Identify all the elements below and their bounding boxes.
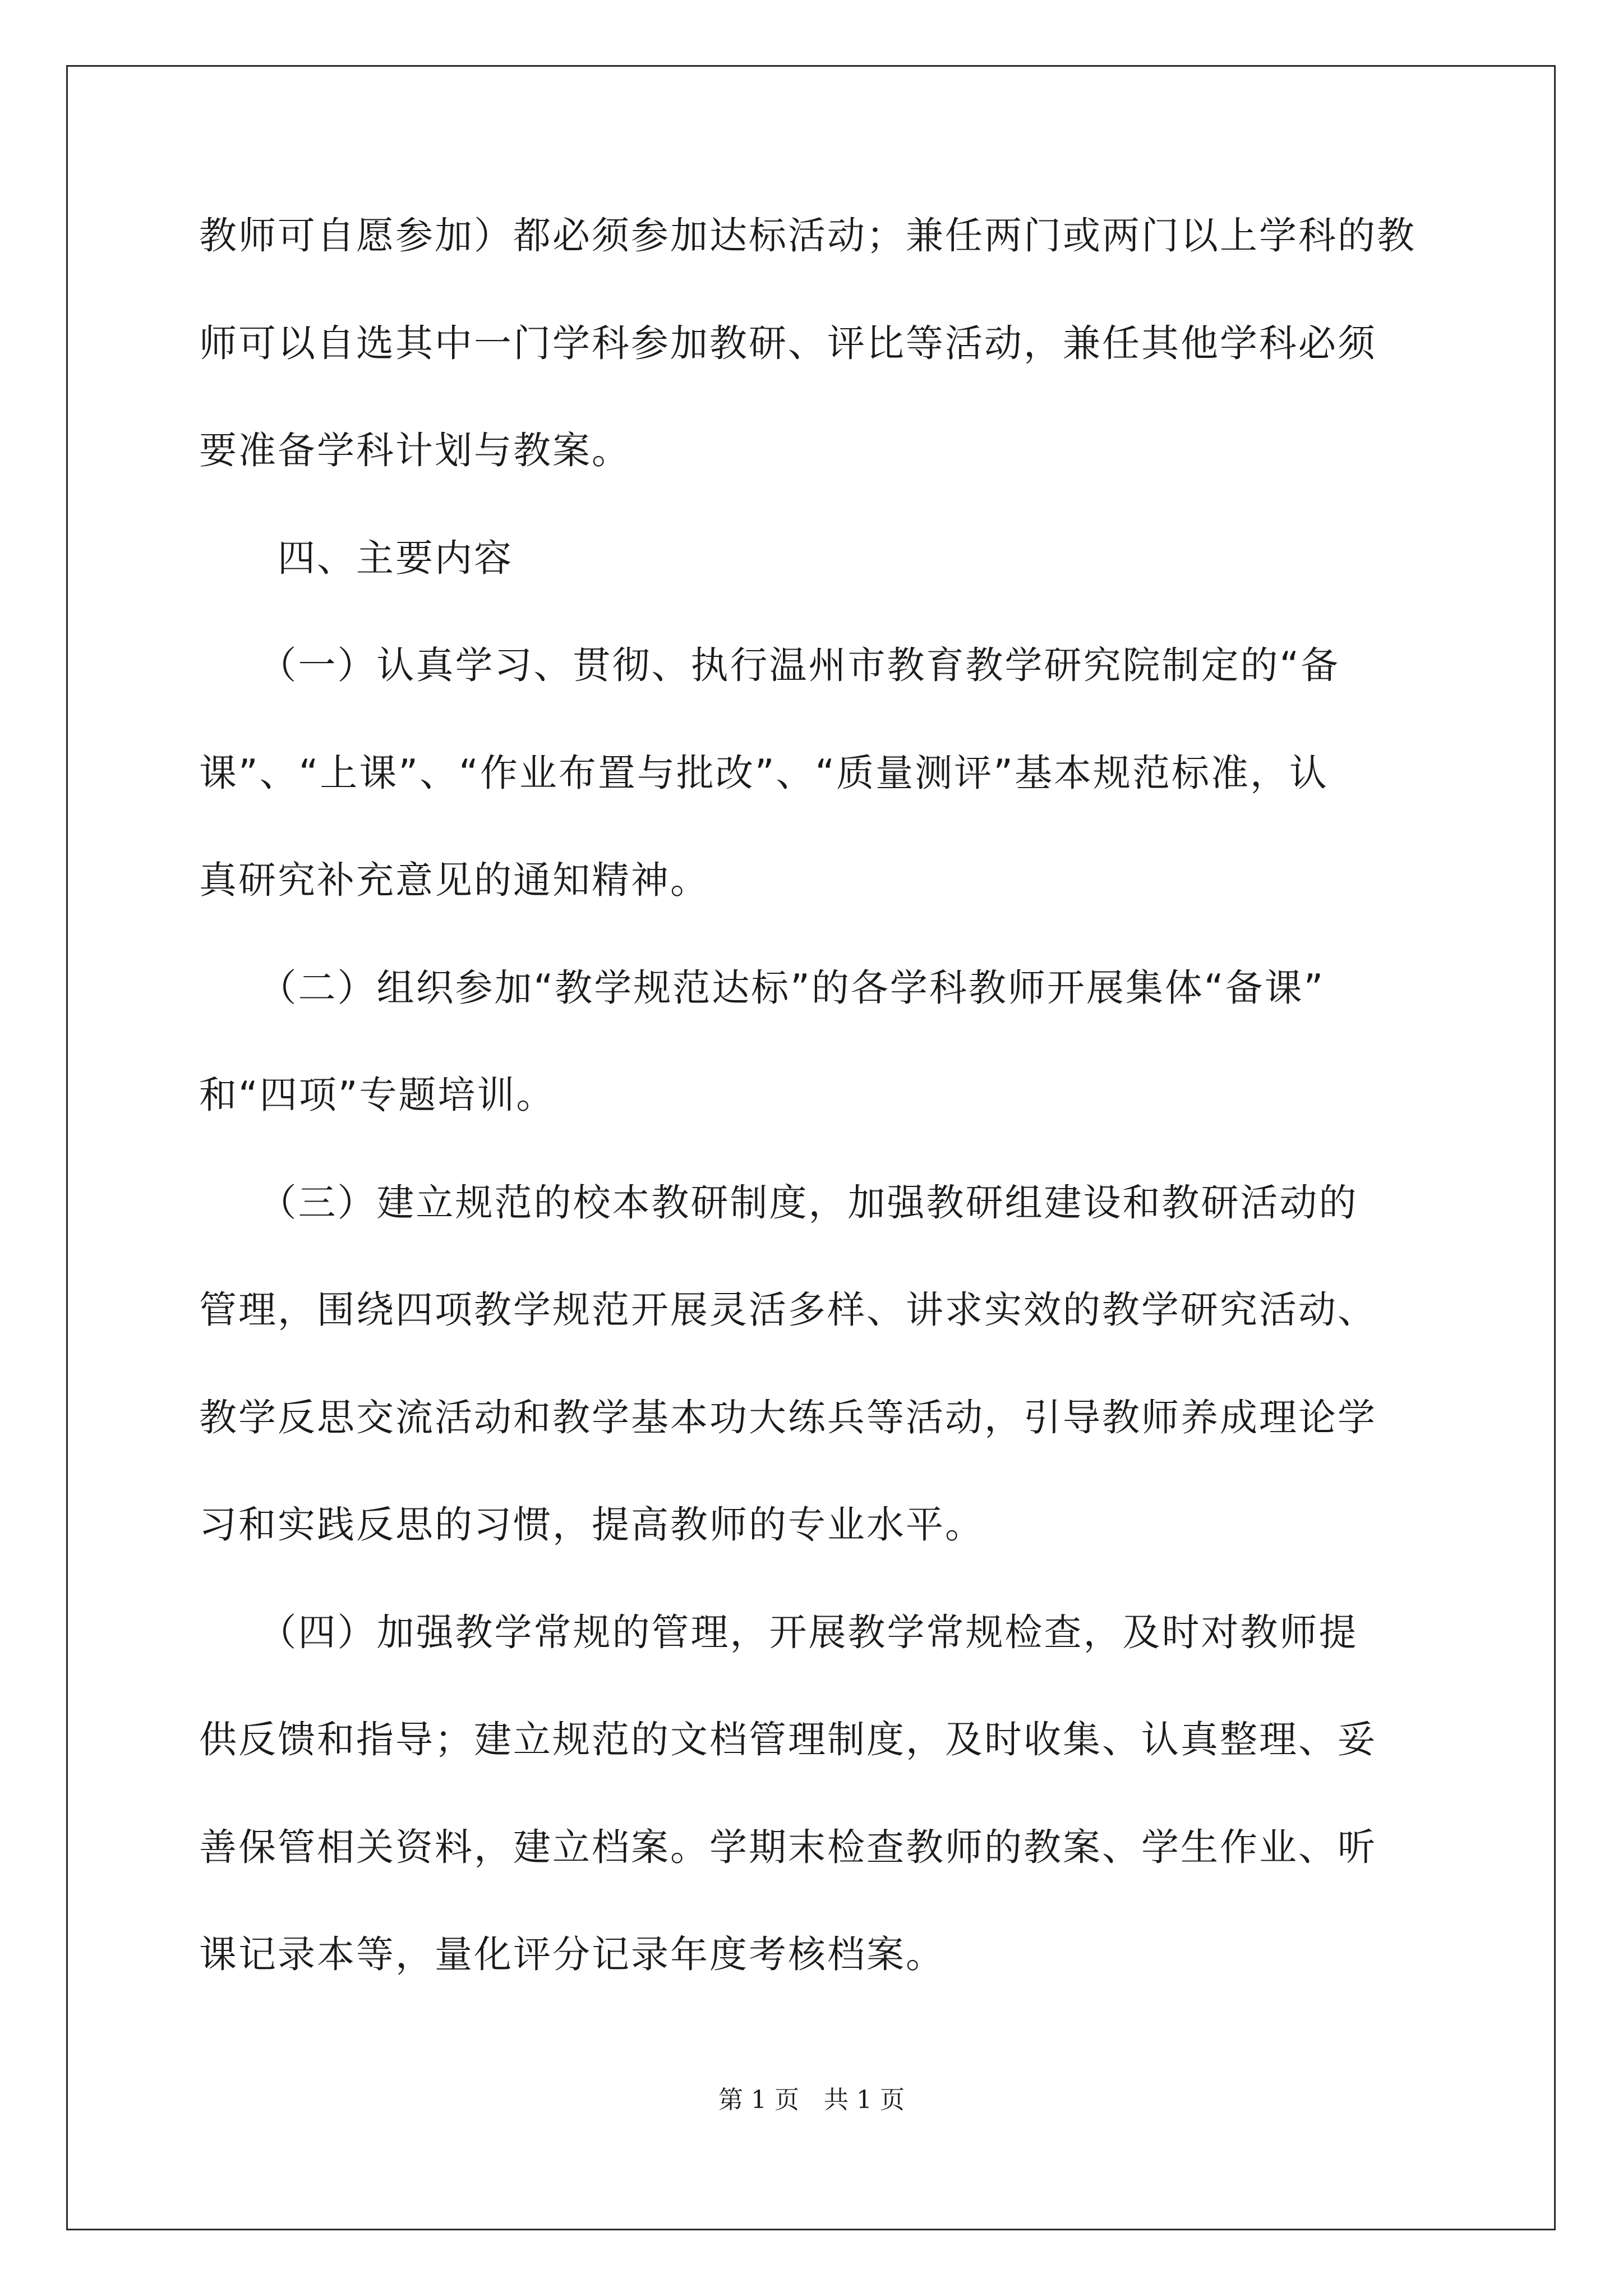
text-line: （一）认真学习、贯彻、执行温州市教育教学研究院制定的“备 bbox=[199, 643, 1340, 687]
text-line: 和“四项”专题培训。 bbox=[199, 1073, 556, 1117]
text-line: 真研究补充意见的通知精神。 bbox=[199, 858, 709, 902]
page-number-footer: 第 1 页 共 1 页 bbox=[718, 2086, 905, 2114]
text-line: 课记录本等，量化评分记录年度考核档案。 bbox=[199, 1932, 945, 1976]
text-line: 习和实践反思的习惯，提高教师的专业水平。 bbox=[199, 1503, 984, 1547]
text-line: 课”、“上课”、“作业布置与批改”、“质量测评”基本规范标准，认 bbox=[199, 751, 1329, 795]
text-line: 管理，围绕四项教学规范开展灵活多样、讲求实效的教学研究活动、 bbox=[199, 1288, 1377, 1332]
section-heading: 四、主要内容 bbox=[199, 536, 513, 580]
text-line: 教学反思交流活动和教学基本功大练兵等活动，引导教师养成理论学 bbox=[199, 1396, 1377, 1439]
text-line: 善保管相关资料，建立档案。学期末检查教师的教案、学生作业、听 bbox=[199, 1825, 1377, 1869]
text-line: （二）组织参加“教学规范达标”的各学科教师开展集体“备课” bbox=[199, 966, 1325, 1010]
text-line: 供反馈和指导；建立规范的文档管理制度，及时收集、认真整理、妥 bbox=[199, 1718, 1377, 1761]
text-line: 师可以自选其中一门学科参加教研、评比等活动，兼任其他学科必须 bbox=[199, 321, 1377, 365]
text-line: 要准备学科计划与教案。 bbox=[199, 429, 631, 472]
text-line: （四）加强教学常规的管理，开展教学常规检查，及时对教师提 bbox=[199, 1611, 1358, 1654]
text-line: 教师可自愿参加）都必须参加达标活动；兼任两门或两门以上学科的教 bbox=[199, 214, 1416, 257]
text-line: （三）建立规范的校本教研制度，加强教研组建设和教研活动的 bbox=[199, 1181, 1358, 1225]
page-border bbox=[66, 65, 1556, 2230]
